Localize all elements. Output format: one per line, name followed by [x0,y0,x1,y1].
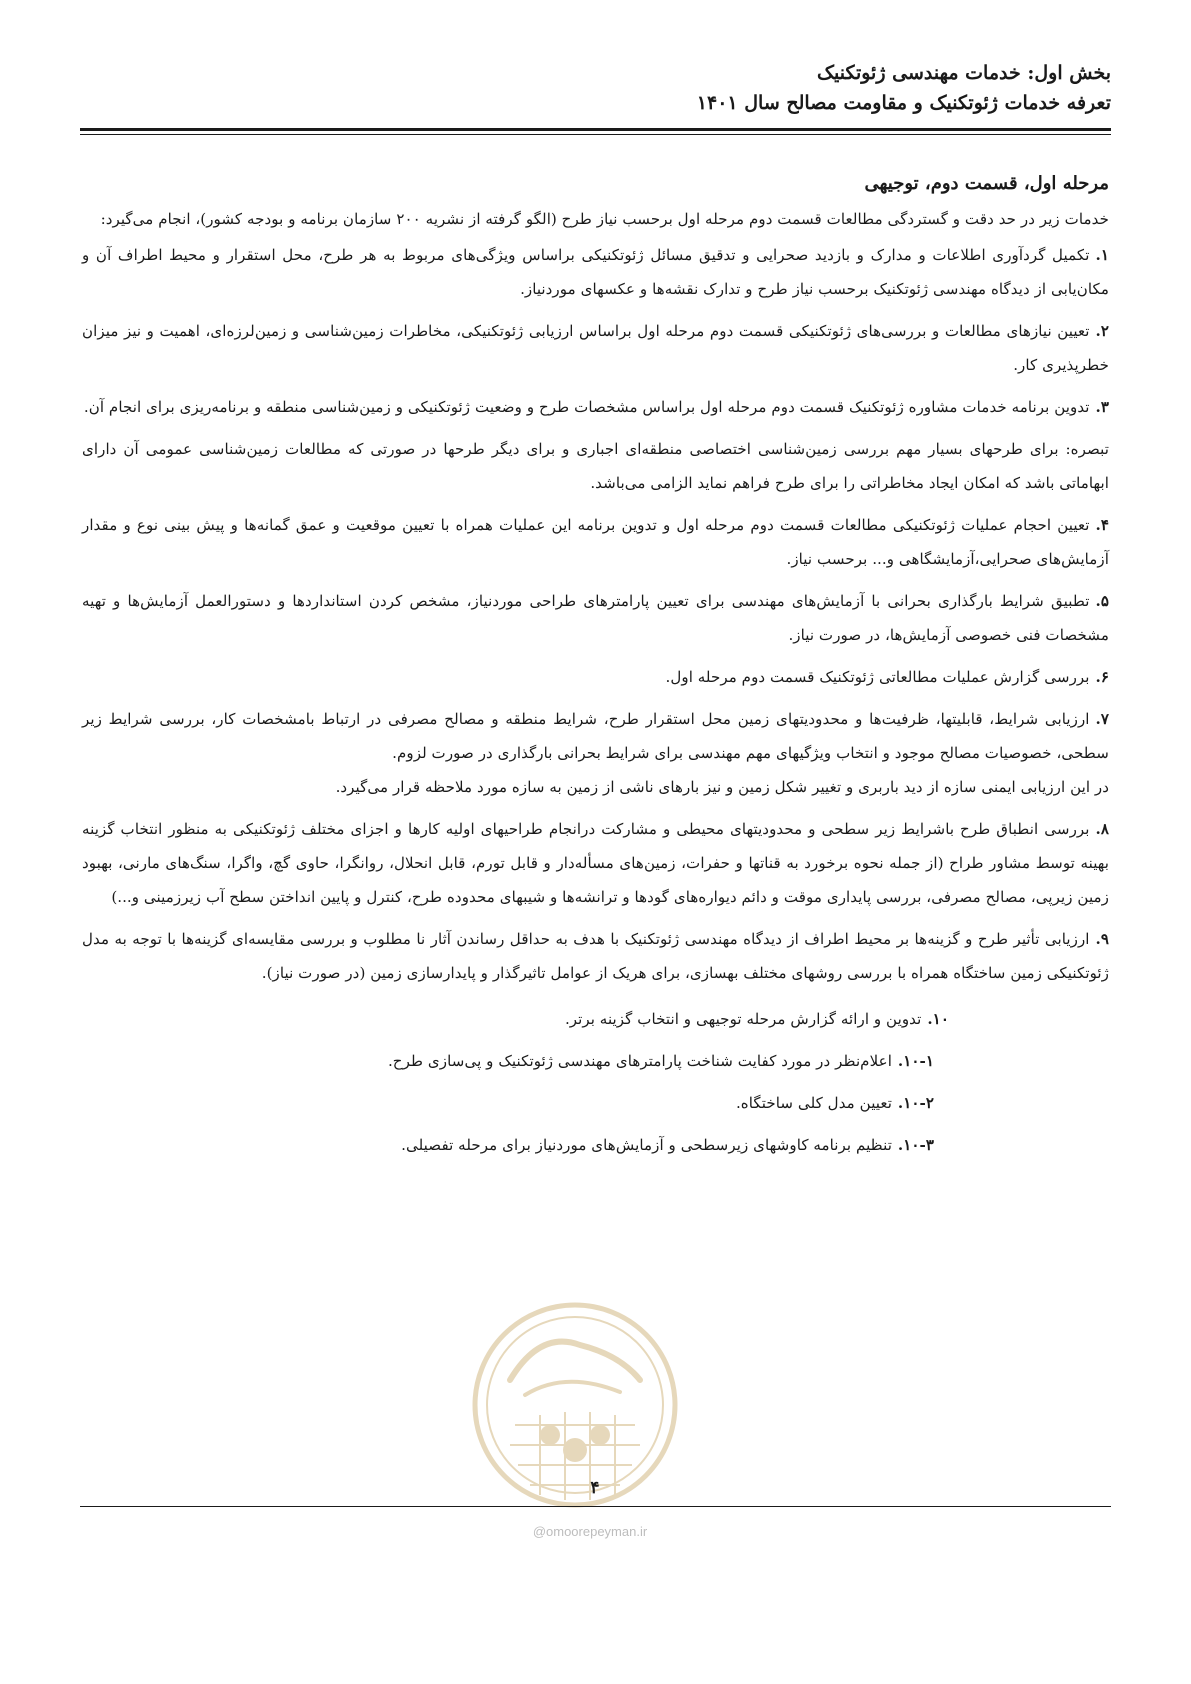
item-text: تطبیق شرایط بارگذاری بحرانی با آزمایش‌های مهندسی برای تعیین پارامترهای طراحی موردنیاز، مشخص کردن استانداردها و دستورالعمل آزمایش‌ها و تهیه مشخصات فنی خصوصی آزمایش‌ها، در صورت نیاز. [82,592,1109,644]
header-divider-thin [80,134,1111,135]
sub-list-item [82,998,1109,1040]
item-text: تنظیم برنامه کاوشهای زیرسطحی و آزمایش‌های موردنیاز برای مرحله تفصیلی. [401,1136,892,1154]
list-item [82,390,1109,424]
item-text: بررسی انطباق طرح باشرایط زیر سطحی و محدودیتهای محیطی و مشارکت درانجام طراحیهای اولیه کارها و اجزای مختلف ژئوتکنیکی به منظور انتخاب گزینه بهینه توسط مشاور طراح (از جمله نحوه برخورد به قناتها و حفرات، زمین‌های مسأله‌دار و قابل تورم، قابل انحلال، روانگرا، حاوی گچ، واگرا، سنگ‌های مارنی، بهبود زمین زیرپی، مصالح مصرفی، بررسی پایداری موقت و دائم دیواره‌های گودها و ترانشه‌ها و شیبهای محدوده طرح، کنترل و پایین انداختن سطح آب زیرزمینی و...) [82,820,1109,906]
list-item [82,508,1109,576]
item-number: ۱۰-۲. [897,1094,934,1112]
item-number: ۸. [1095,820,1109,838]
item-text: تعیین مدل کلی ساختگاه. [735,1094,892,1112]
item-number: ۲. [1095,322,1109,340]
intro-paragraph: خدمات زیر در حد دقت و گستردگی مطالعات قسمت دوم مرحله اول برحسب نیاز طرح (الگو گرفته از نشریه ۲۰۰ سازمان برنامه و بودجه کشور)، انجام می‌گیرد: [100,210,1109,228]
page-body [82,170,1109,1166]
item-number: ۱۰-۳. [897,1136,934,1154]
note-paragraph: تبصره: برای طرحهای بسیار مهم بررسی زمین‌شناسی اختصاصی منطقه‌ای اجباری و برای دیگر طرحها در صورتی که مطالعات زمین‌شناسی عمومی آن دارای ابهاماتی باشد که امکان ایجاد مخاطراتی را برای طرح فراهم نماید الزامی می‌باشد. [82,440,1109,492]
item-text: تدوین و ارائه گزارش مرحله توجیهی و انتخاب گزینه برتر. [564,1010,922,1028]
header-document-title: تعرفه خدمات ژئوتکنیک و مقاومت مصالح سال ۱۴۰۱ [696,92,1111,114]
item-number: ۱۰. [927,1010,949,1028]
item-text: ارزیابی شرایط، قابلیتها، ظرفیت‌ها و محدودیتهای زمین محل استقرار طرح، شرایط منطقه و مصالح مصرفی در ارتباط بامشخصات کار، بررسی شرایط زیر سطحی، خصوصیات مصالح موجود و انتخاب ویژگیهای مهم مهندسی برای شرایط بحرانی بارگذاری در صورت لزوم. [82,710,1109,762]
page-header [80,58,1111,118]
list-item [82,584,1109,652]
item-number: ۱۰-۱. [897,1052,934,1070]
footer-divider [80,1506,1111,1507]
item-number: ۶. [1095,668,1109,686]
item-7-continuation: در این ارزیابی ایمنی سازه از دید باربری و تغییر شکل زمین و نیز بارهای ناشی از زمین به سازه مورد ملاحظه قرار می‌گیرد. [335,778,1109,796]
list-item [82,314,1109,382]
website-watermark: @omoorepeyman.ir [532,1524,648,1539]
list-item [82,812,1109,914]
item-number: ۵. [1095,592,1109,610]
item-number: ۹. [1095,930,1109,948]
sub-list-item [82,1124,1109,1166]
item-text: تدوین برنامه خدمات مشاوره ژئوتکنیک قسمت دوم مرحله اول براساس مشخصات طرح و وضعیت ژئوتکنیکی و زمین‌شناسی منطقه و برنامه‌ریزی برای انجام آن. [83,398,1090,416]
item-text: تکمیل گردآوری اطلاعات و مدارک و بازدید صحرایی و تدقیق مسائل ژئوتکنیکی براساس ویژگی‌های مربوط به هر طرح، محل استقرار و محیط اطراف آن و مکان‌یابی از دیدگاه مهندسی ژئوتکنیک برحسب نیاز طرح و تدارک نقشه‌ها و عکسهای موردنیاز. [82,246,1109,298]
page-number: ۴ [590,1478,600,1498]
item-text: تعیین احجام عملیات ژئوتکنیکی مطالعات قسمت دوم مرحله اول و تدوین برنامه این عملیات همراه با تعیین موقعیت و عمق گمانه‌ها و پیش بینی نوع و مقدار آزمایش‌های صحرایی،آزمایشگاهی و... برحسب نیاز. [82,516,1109,568]
list-item [82,238,1109,306]
item-text: تعیین نیازهای مطالعات و بررسی‌های ژئوتکنیکی قسمت دوم مرحله اول براساس ارزیابی ژئوتکنیکی، مخاطرات زمین‌شناسی و زمین‌لرزه‌ای، اهمیت و نیز میزان خطرپذیری کار. [82,322,1109,374]
sub-list-item [82,1040,1109,1082]
item-number: ۱. [1095,246,1109,264]
item-text: اعلام‌نظر در مورد کفایت شناخت پارامترهای مهندسی ژئوتکنیک و پی‌سازی طرح. [387,1052,892,1070]
list-item [82,702,1109,770]
header-divider-thick [80,128,1111,131]
sub-list-item [82,1082,1109,1124]
item-text: ارزیابی تأثیر طرح و گزینه‌ها بر محیط اطراف از دیدگاه مهندسی ژئوتکنیک با هدف به حداقل رساندن آثار نا مطلوب و بررسی مقایسه‌ای گزینه‌ها با توجه به مدل ژئوتکنیکی زمین ساختگاه همراه با بررسی روشهای مختلف بهسازی، برای هریک از عوامل تاثیرگذار و پایدارسازی زمین (در صورت نیاز). [82,930,1109,982]
item-number: ۷. [1095,710,1109,728]
item-text: بررسی گزارش عملیات مطالعاتی ژئوتکنیک قسمت دوم مرحله اول. [665,668,1090,686]
section-heading: مرحله اول، قسمت دوم، توجیهی [864,173,1109,194]
list-item [82,660,1109,694]
header-section-title: بخش اول: خدمات مهندسی ژئوتکنیک [816,62,1111,84]
item-number: ۴. [1095,516,1109,534]
list-item [82,922,1109,990]
item-number: ۳. [1095,398,1109,416]
